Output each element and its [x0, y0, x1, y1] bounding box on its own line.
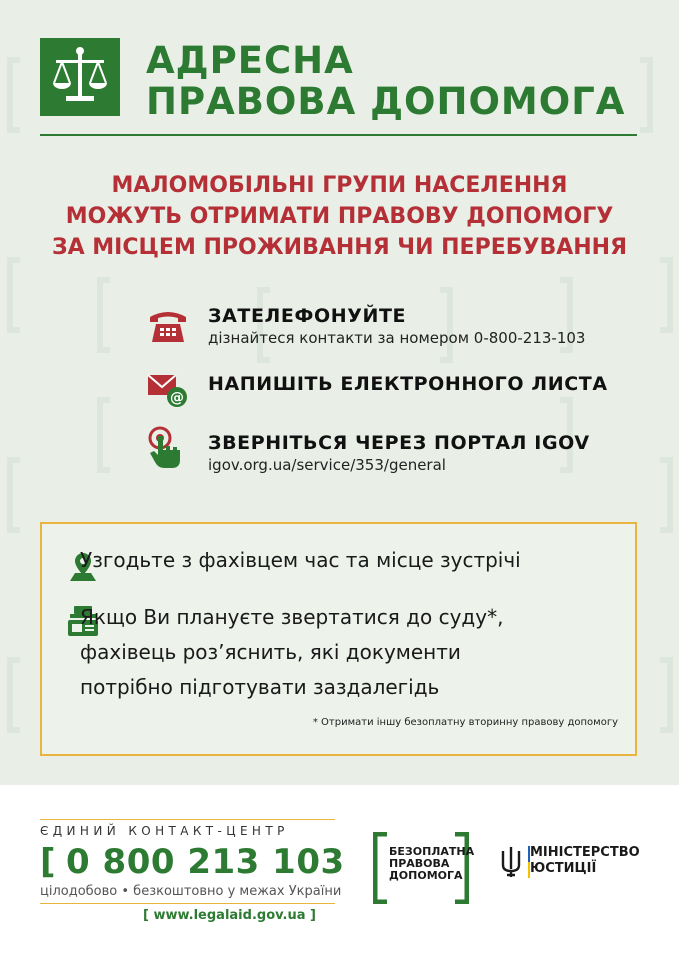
info-court-line-1: Якщо Ви плануєте звертатися до суду*,	[80, 605, 504, 629]
headline-line-2: МОЖУТЬ ОТРИМАТИ ПРАВОВУ ДОПОМОГУ	[65, 204, 614, 229]
info-court-line-3: потрібно підготувати заздалегідь	[80, 675, 440, 699]
action-call	[146, 305, 656, 353]
footnote: * Отримати іншу безоплатну вторинну правову допомогу	[312, 717, 618, 728]
website-link[interactable]: [ www.legalaid.gov.ua ]	[143, 908, 316, 923]
header-divider	[40, 134, 637, 136]
legal-aid-line-1: БЕЗОПЛАТНА	[389, 845, 475, 858]
scales-icon	[40, 38, 120, 116]
footer-rule-top	[40, 819, 335, 820]
legal-aid-line-2: ПРАВОВА	[389, 857, 450, 870]
contact-tagline: цілодобово • безкоштовно у межах України	[40, 884, 342, 899]
ministry-line-2: ЮСТИЦІЇ	[530, 861, 597, 876]
footer-rule-bottom	[40, 903, 335, 904]
ministry-logo-text	[530, 845, 640, 877]
headline-line-3: ЗА МІСЦЕМ ПРОЖИВАННЯ ЧИ ПЕРЕБУВАННЯ	[51, 235, 628, 260]
legal-aid-line-3: ДОПОМОГА	[389, 869, 463, 882]
action-title: ЗВЕРНІТЬСЯ ЧЕРЕЗ ПОРТАЛ IGOV	[208, 432, 590, 454]
contact-phone[interactable]	[40, 842, 345, 882]
svg-text:@: @	[170, 390, 184, 406]
telephone-icon	[146, 305, 190, 349]
email-icon	[146, 367, 190, 411]
action-portal	[146, 432, 656, 480]
title-line-1: АДРЕСНА	[146, 39, 354, 82]
headline-line-1: МАЛОМОБІЛЬНІ ГРУПИ НАСЕЛЕННЯ	[111, 173, 568, 198]
page-title	[146, 40, 625, 122]
headline	[0, 170, 679, 263]
action-title: ЗАТЕЛЕФОНУЙТЕ	[208, 305, 407, 327]
action-email	[146, 373, 656, 409]
phone-bracket: [	[40, 842, 57, 882]
click-hand-icon	[146, 426, 190, 470]
info-item-meeting: Узгодьте з фахівцем час та місце зустрічі	[80, 548, 521, 572]
header	[40, 38, 637, 138]
ministry-line-1: МІНІСТЕРСТВО	[530, 845, 640, 860]
info-item-court	[80, 600, 503, 705]
title-line-2: ПРАВОВА ДОПОМОГА	[146, 80, 626, 123]
phone-number: 0 800 213 103	[66, 842, 345, 882]
action-subtitle: дізнайтеся контакти за номером 0-800-213-103	[208, 329, 586, 347]
legal-aid-logo-text	[389, 846, 474, 882]
trident-icon	[500, 845, 522, 879]
action-title: НАПИШІТЬ ЕЛЕКТРОННОГО ЛИСТА	[208, 373, 608, 395]
info-court-line-2: фахівець роз’яснить, які документи	[80, 640, 461, 664]
action-link[interactable]: igov.org.ua/service/353/general	[208, 456, 446, 474]
contact-center-label: ЄДИНИЙ КОНТАКТ-ЦЕНТР	[40, 824, 289, 838]
